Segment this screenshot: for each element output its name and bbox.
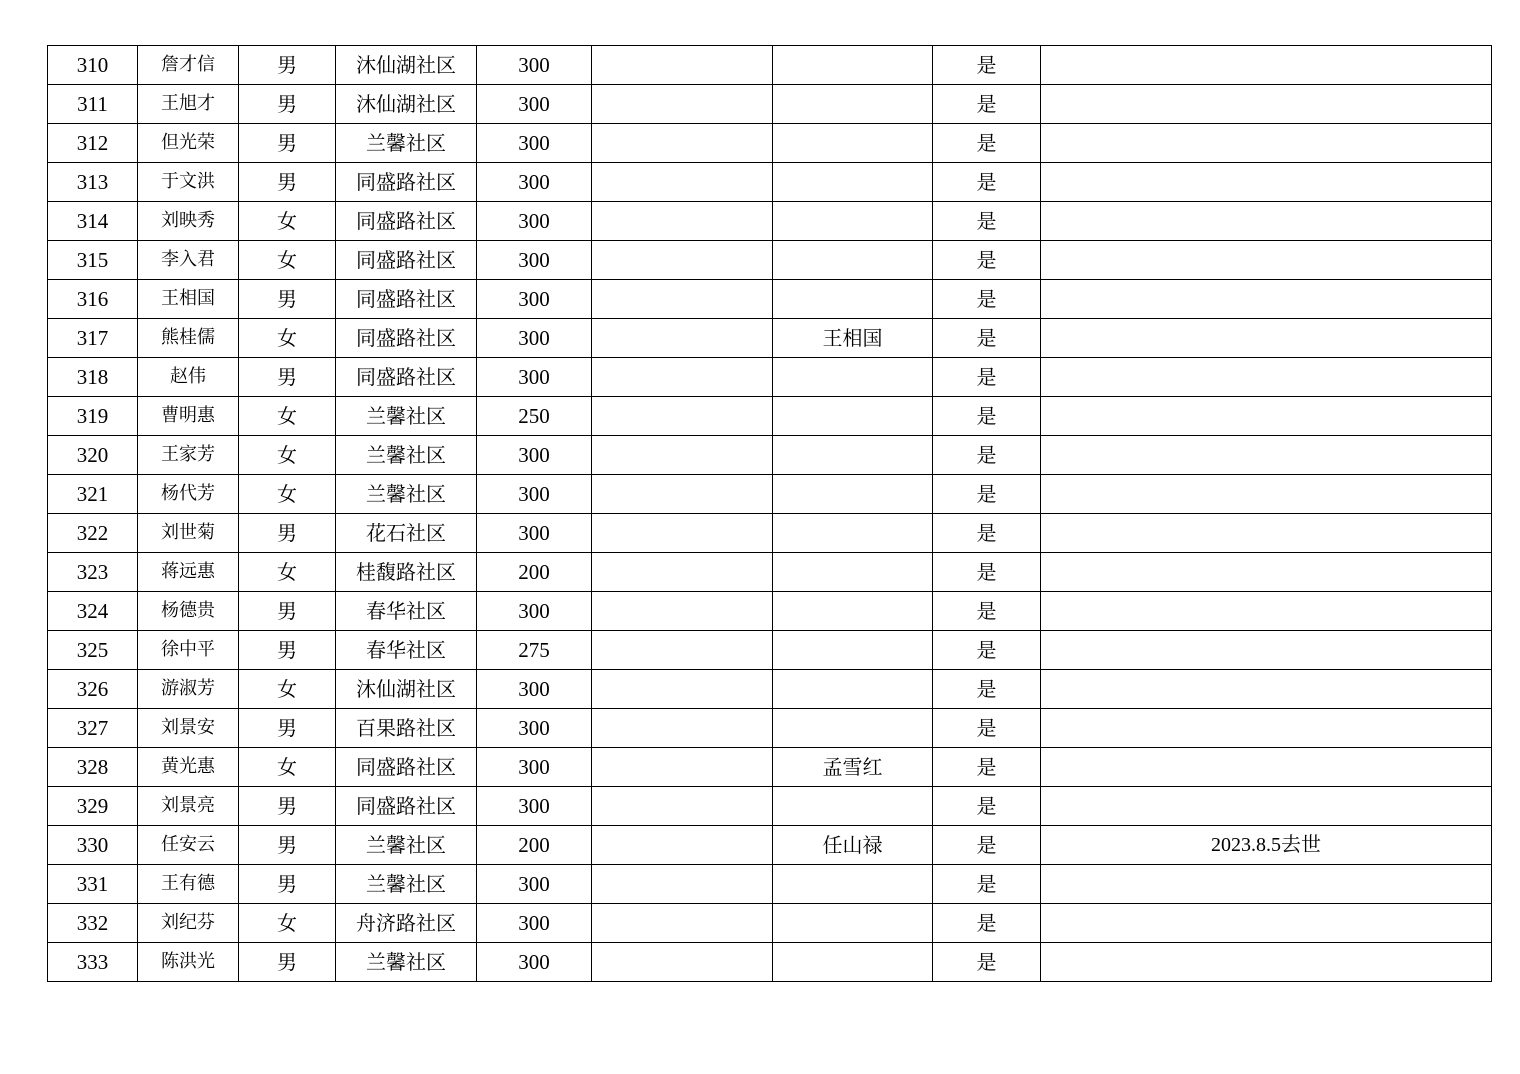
cell-name: 刘景安	[138, 709, 239, 748]
cell-gender: 男	[239, 826, 336, 865]
cell-number: 319	[48, 397, 138, 436]
cell-number: 325	[48, 631, 138, 670]
cell-note	[1041, 397, 1492, 436]
cell-number: 321	[48, 475, 138, 514]
table-row	[48, 397, 1492, 436]
cell-agent	[773, 631, 933, 670]
table-row	[48, 709, 1492, 748]
cell-name: 刘景亮	[138, 787, 239, 826]
cell-name: 李入君	[138, 241, 239, 280]
cell-community: 舟济路社区	[336, 904, 477, 943]
cell-amount: 300	[477, 163, 592, 202]
cell-flag: 是	[933, 475, 1041, 514]
table-row	[48, 670, 1492, 709]
cell-flag: 是	[933, 241, 1041, 280]
table-row	[48, 475, 1492, 514]
cell-blank	[592, 241, 773, 280]
cell-agent	[773, 85, 933, 124]
table-row	[48, 865, 1492, 904]
cell-agent	[773, 358, 933, 397]
table-row	[48, 319, 1492, 358]
table-row	[48, 904, 1492, 943]
cell-note	[1041, 748, 1492, 787]
cell-number: 315	[48, 241, 138, 280]
cell-blank	[592, 709, 773, 748]
cell-amount: 300	[477, 46, 592, 85]
cell-amount: 300	[477, 514, 592, 553]
cell-name: 刘世菊	[138, 514, 239, 553]
cell-name: 刘纪芬	[138, 904, 239, 943]
cell-number: 324	[48, 592, 138, 631]
cell-number: 333	[48, 943, 138, 982]
cell-blank	[592, 748, 773, 787]
cell-gender: 男	[239, 943, 336, 982]
cell-community: 同盛路社区	[336, 163, 477, 202]
cell-community: 花石社区	[336, 514, 477, 553]
cell-community: 兰馨社区	[336, 397, 477, 436]
cell-name: 徐中平	[138, 631, 239, 670]
cell-amount: 200	[477, 553, 592, 592]
cell-gender: 女	[239, 436, 336, 475]
cell-flag: 是	[933, 943, 1041, 982]
cell-number: 313	[48, 163, 138, 202]
cell-blank	[592, 397, 773, 436]
cell-flag: 是	[933, 748, 1041, 787]
cell-gender: 男	[239, 865, 336, 904]
cell-gender: 女	[239, 670, 336, 709]
cell-note	[1041, 280, 1492, 319]
cell-note	[1041, 85, 1492, 124]
cell-agent: 任山禄	[773, 826, 933, 865]
table-row	[48, 592, 1492, 631]
cell-community: 春华社区	[336, 592, 477, 631]
cell-blank	[592, 670, 773, 709]
cell-number: 332	[48, 904, 138, 943]
cell-community: 沐仙湖社区	[336, 670, 477, 709]
cell-blank	[592, 592, 773, 631]
cell-note	[1041, 436, 1492, 475]
cell-amount: 300	[477, 358, 592, 397]
cell-community: 兰馨社区	[336, 475, 477, 514]
table-row	[48, 553, 1492, 592]
cell-note	[1041, 553, 1492, 592]
cell-amount: 300	[477, 85, 592, 124]
cell-number: 326	[48, 670, 138, 709]
cell-flag: 是	[933, 670, 1041, 709]
cell-community: 同盛路社区	[336, 787, 477, 826]
cell-amount: 300	[477, 787, 592, 826]
cell-name: 陈洪光	[138, 943, 239, 982]
cell-agent	[773, 865, 933, 904]
cell-gender: 女	[239, 748, 336, 787]
cell-community: 同盛路社区	[336, 241, 477, 280]
cell-flag: 是	[933, 46, 1041, 85]
cell-blank	[592, 514, 773, 553]
cell-name: 王旭才	[138, 85, 239, 124]
cell-agent	[773, 787, 933, 826]
cell-community: 桂馥路社区	[336, 553, 477, 592]
cell-name: 刘映秀	[138, 202, 239, 241]
cell-agent	[773, 670, 933, 709]
cell-amount: 275	[477, 631, 592, 670]
cell-blank	[592, 358, 773, 397]
cell-number: 331	[48, 865, 138, 904]
cell-note	[1041, 904, 1492, 943]
cell-flag: 是	[933, 202, 1041, 241]
table-row	[48, 358, 1492, 397]
cell-flag: 是	[933, 436, 1041, 475]
table-row	[48, 748, 1492, 787]
cell-amount: 300	[477, 241, 592, 280]
cell-amount: 300	[477, 670, 592, 709]
cell-note: 2023.8.5去世	[1041, 826, 1492, 865]
cell-agent	[773, 202, 933, 241]
cell-number: 311	[48, 85, 138, 124]
cell-agent	[773, 280, 933, 319]
table-row	[48, 202, 1492, 241]
cell-blank	[592, 46, 773, 85]
cell-name: 王有德	[138, 865, 239, 904]
cell-agent	[773, 46, 933, 85]
cell-blank	[592, 163, 773, 202]
cell-amount: 300	[477, 475, 592, 514]
cell-number: 322	[48, 514, 138, 553]
cell-number: 327	[48, 709, 138, 748]
cell-gender: 男	[239, 46, 336, 85]
cell-flag: 是	[933, 280, 1041, 319]
cell-note	[1041, 46, 1492, 85]
cell-agent	[773, 475, 933, 514]
cell-name: 王相国	[138, 280, 239, 319]
cell-name: 但光荣	[138, 124, 239, 163]
cell-blank	[592, 202, 773, 241]
table-row	[48, 787, 1492, 826]
table-row	[48, 436, 1492, 475]
cell-community: 兰馨社区	[336, 436, 477, 475]
cell-community: 兰馨社区	[336, 124, 477, 163]
cell-note	[1041, 319, 1492, 358]
cell-note	[1041, 514, 1492, 553]
cell-blank	[592, 943, 773, 982]
table-row	[48, 631, 1492, 670]
cell-flag: 是	[933, 514, 1041, 553]
cell-gender: 女	[239, 904, 336, 943]
cell-note	[1041, 592, 1492, 631]
cell-blank	[592, 904, 773, 943]
cell-flag: 是	[933, 319, 1041, 358]
cell-community: 沐仙湖社区	[336, 85, 477, 124]
cell-note	[1041, 358, 1492, 397]
cell-gender: 女	[239, 202, 336, 241]
roster-table-body	[48, 46, 1492, 982]
cell-blank	[592, 475, 773, 514]
cell-note	[1041, 241, 1492, 280]
cell-agent	[773, 904, 933, 943]
cell-gender: 男	[239, 358, 336, 397]
cell-gender: 男	[239, 280, 336, 319]
roster-table	[47, 45, 1492, 982]
cell-note	[1041, 670, 1492, 709]
cell-blank	[592, 787, 773, 826]
cell-number: 317	[48, 319, 138, 358]
cell-flag: 是	[933, 85, 1041, 124]
cell-gender: 男	[239, 163, 336, 202]
table-row	[48, 514, 1492, 553]
cell-name: 熊桂儒	[138, 319, 239, 358]
cell-number: 314	[48, 202, 138, 241]
cell-number: 318	[48, 358, 138, 397]
cell-amount: 300	[477, 865, 592, 904]
cell-amount: 200	[477, 826, 592, 865]
cell-flag: 是	[933, 865, 1041, 904]
cell-number: 316	[48, 280, 138, 319]
cell-blank	[592, 631, 773, 670]
cell-agent	[773, 163, 933, 202]
cell-gender: 男	[239, 85, 336, 124]
cell-note	[1041, 475, 1492, 514]
table-row	[48, 826, 1492, 865]
cell-number: 330	[48, 826, 138, 865]
cell-number: 329	[48, 787, 138, 826]
cell-community: 同盛路社区	[336, 748, 477, 787]
table-row	[48, 280, 1492, 319]
cell-gender: 女	[239, 319, 336, 358]
cell-gender: 男	[239, 514, 336, 553]
cell-note	[1041, 709, 1492, 748]
table-row	[48, 85, 1492, 124]
cell-flag: 是	[933, 826, 1041, 865]
cell-agent	[773, 241, 933, 280]
cell-flag: 是	[933, 592, 1041, 631]
cell-community: 同盛路社区	[336, 358, 477, 397]
cell-flag: 是	[933, 163, 1041, 202]
cell-blank	[592, 436, 773, 475]
cell-amount: 250	[477, 397, 592, 436]
cell-note	[1041, 202, 1492, 241]
cell-amount: 300	[477, 436, 592, 475]
cell-note	[1041, 124, 1492, 163]
cell-gender: 男	[239, 787, 336, 826]
cell-amount: 300	[477, 124, 592, 163]
cell-agent	[773, 514, 933, 553]
cell-blank	[592, 826, 773, 865]
cell-amount: 300	[477, 202, 592, 241]
cell-blank	[592, 865, 773, 904]
cell-flag: 是	[933, 124, 1041, 163]
cell-number: 328	[48, 748, 138, 787]
cell-flag: 是	[933, 904, 1041, 943]
cell-agent	[773, 397, 933, 436]
cell-name: 杨代芳	[138, 475, 239, 514]
cell-blank	[592, 319, 773, 358]
cell-name: 蒋远惠	[138, 553, 239, 592]
cell-amount: 300	[477, 280, 592, 319]
table-row	[48, 46, 1492, 85]
cell-name: 王家芳	[138, 436, 239, 475]
cell-number: 323	[48, 553, 138, 592]
cell-community: 沐仙湖社区	[336, 46, 477, 85]
cell-agent: 孟雪红	[773, 748, 933, 787]
cell-note	[1041, 943, 1492, 982]
cell-flag: 是	[933, 397, 1041, 436]
cell-agent	[773, 592, 933, 631]
cell-name: 曹明惠	[138, 397, 239, 436]
cell-number: 320	[48, 436, 138, 475]
cell-blank	[592, 124, 773, 163]
cell-community: 春华社区	[336, 631, 477, 670]
cell-flag: 是	[933, 709, 1041, 748]
cell-community: 兰馨社区	[336, 826, 477, 865]
table-row	[48, 241, 1492, 280]
cell-flag: 是	[933, 358, 1041, 397]
cell-blank	[592, 553, 773, 592]
cell-flag: 是	[933, 787, 1041, 826]
cell-agent: 王相国	[773, 319, 933, 358]
cell-name: 黄光惠	[138, 748, 239, 787]
cell-gender: 男	[239, 124, 336, 163]
cell-name: 杨德贵	[138, 592, 239, 631]
cell-gender: 女	[239, 553, 336, 592]
cell-amount: 300	[477, 319, 592, 358]
cell-amount: 300	[477, 748, 592, 787]
cell-gender: 女	[239, 475, 336, 514]
cell-gender: 女	[239, 397, 336, 436]
cell-number: 312	[48, 124, 138, 163]
cell-amount: 300	[477, 943, 592, 982]
cell-blank	[592, 85, 773, 124]
cell-community: 兰馨社区	[336, 943, 477, 982]
cell-community: 同盛路社区	[336, 202, 477, 241]
cell-note	[1041, 865, 1492, 904]
cell-agent	[773, 436, 933, 475]
cell-number: 310	[48, 46, 138, 85]
cell-name: 詹才信	[138, 46, 239, 85]
cell-note	[1041, 631, 1492, 670]
cell-agent	[773, 124, 933, 163]
cell-community: 百果路社区	[336, 709, 477, 748]
cell-gender: 男	[239, 709, 336, 748]
cell-name: 游淑芳	[138, 670, 239, 709]
table-row	[48, 124, 1492, 163]
cell-agent	[773, 553, 933, 592]
cell-name: 任安云	[138, 826, 239, 865]
cell-amount: 300	[477, 709, 592, 748]
cell-gender: 男	[239, 631, 336, 670]
cell-name: 于文洪	[138, 163, 239, 202]
cell-amount: 300	[477, 592, 592, 631]
cell-flag: 是	[933, 553, 1041, 592]
cell-name: 赵伟	[138, 358, 239, 397]
cell-flag: 是	[933, 631, 1041, 670]
cell-blank	[592, 280, 773, 319]
cell-amount: 300	[477, 904, 592, 943]
cell-agent	[773, 709, 933, 748]
cell-community: 同盛路社区	[336, 280, 477, 319]
cell-note	[1041, 787, 1492, 826]
table-row	[48, 943, 1492, 982]
cell-community: 同盛路社区	[336, 319, 477, 358]
cell-gender: 男	[239, 592, 336, 631]
cell-note	[1041, 163, 1492, 202]
cell-gender: 女	[239, 241, 336, 280]
cell-agent	[773, 943, 933, 982]
cell-community: 兰馨社区	[336, 865, 477, 904]
table-row	[48, 163, 1492, 202]
